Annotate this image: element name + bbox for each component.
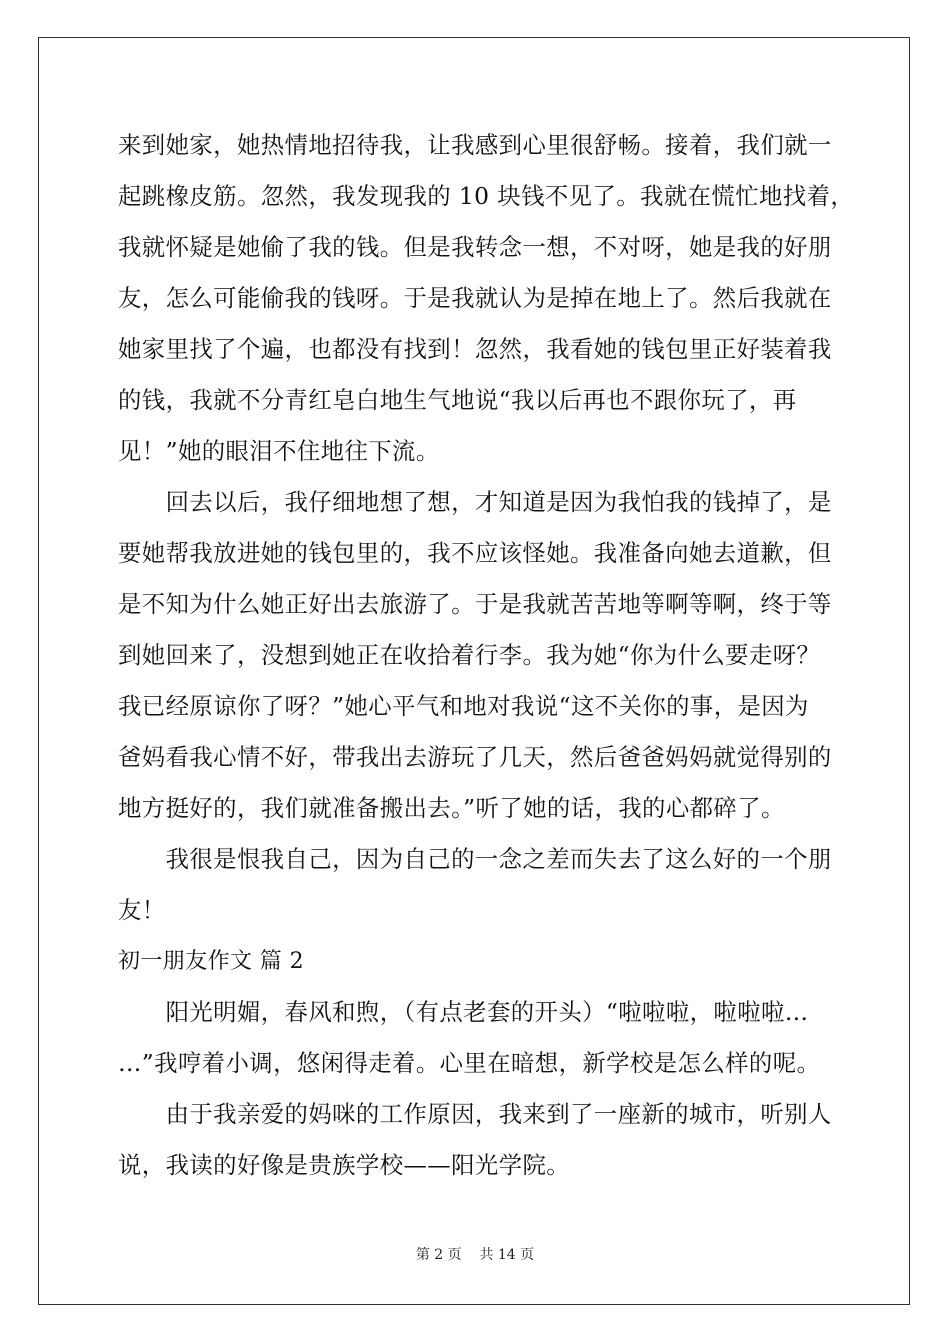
document-body (118, 120, 855, 1191)
text-line: 友！ (118, 896, 166, 924)
page-footer (0, 1244, 950, 1264)
text-line: 友，怎么可能偷我的钱呀。于是我就认为是掉在地上了。然后我就在 (118, 284, 832, 312)
text-line: 见！”她的眼泪不住地往下流。 (118, 437, 440, 465)
text-line: 来到她家，她热情地招待我，让我感到心里很舒畅。接着，我们就一 (118, 131, 832, 159)
text-line: 由于我亲爱的妈咪的工作原因，我来到了一座新的城市，听别人 (118, 1100, 832, 1128)
page-total: 共 14 页 (479, 1247, 535, 1263)
text-line: 爸妈看我心情不好，带我出去游玩了几天，然后爸爸妈妈就觉得别的 (118, 743, 832, 771)
text-line: 的钱，我就不分青红皂白地生气地说“我以后再也不跟你玩了，再 (118, 386, 797, 414)
page-number: 第 2 页 (415, 1247, 462, 1263)
text-line: 我就怀疑是她偷了我的钱。但是我转念一想，不对呀，她是我的好朋 (118, 233, 832, 261)
section-heading: 初一朋友作文 篇 2 (118, 949, 304, 974)
text-line: 阳光明媚，春风和煦，（有点老套的开头）“啦啦啦，啦啦啦… (118, 998, 809, 1026)
text-line: 她家里找了个遍，也都没有找到！忽然，我看她的钱包里正好装着我 (118, 335, 832, 363)
text-line: 到她回来了，没想到她正在收拾着行李。我为她“你为什么要走呀？ (118, 641, 821, 669)
text-line: 起跳橡皮筋。忽然，我发现我的 10 块钱不见了。我就在慌忙地找着， (118, 182, 855, 210)
text-line: 回去以后，我仔细地想了想，才知道是因为我怕我的钱掉了，是 (118, 488, 832, 516)
text-line: 我已经原谅你了呀？”她心平气和地对我说“这不关你的事，是因为 (118, 692, 809, 720)
text-line: 我很是恨我自己，因为自己的一念之差而失去了这么好的一个朋 (118, 845, 832, 873)
text-line: 说，我读的好像是贵族学校——阳光学院。 (118, 1151, 571, 1179)
text-line: 要她帮我放进她的钱包里的，我不应该怪她。我准备向她去道歉，但 (118, 539, 832, 567)
text-line: 地方挺好的，我们就准备搬出去。”听了她的话，我的心都碎了。 (118, 794, 785, 822)
text-line: …”我哼着小调，悠闲得走着。心里在暗想，新学校是怎么样的呢。 (118, 1049, 821, 1077)
text-line: 是不知为什么她正好出去旅游了。于是我就苦苦地等啊等啊，终于等 (118, 590, 832, 618)
